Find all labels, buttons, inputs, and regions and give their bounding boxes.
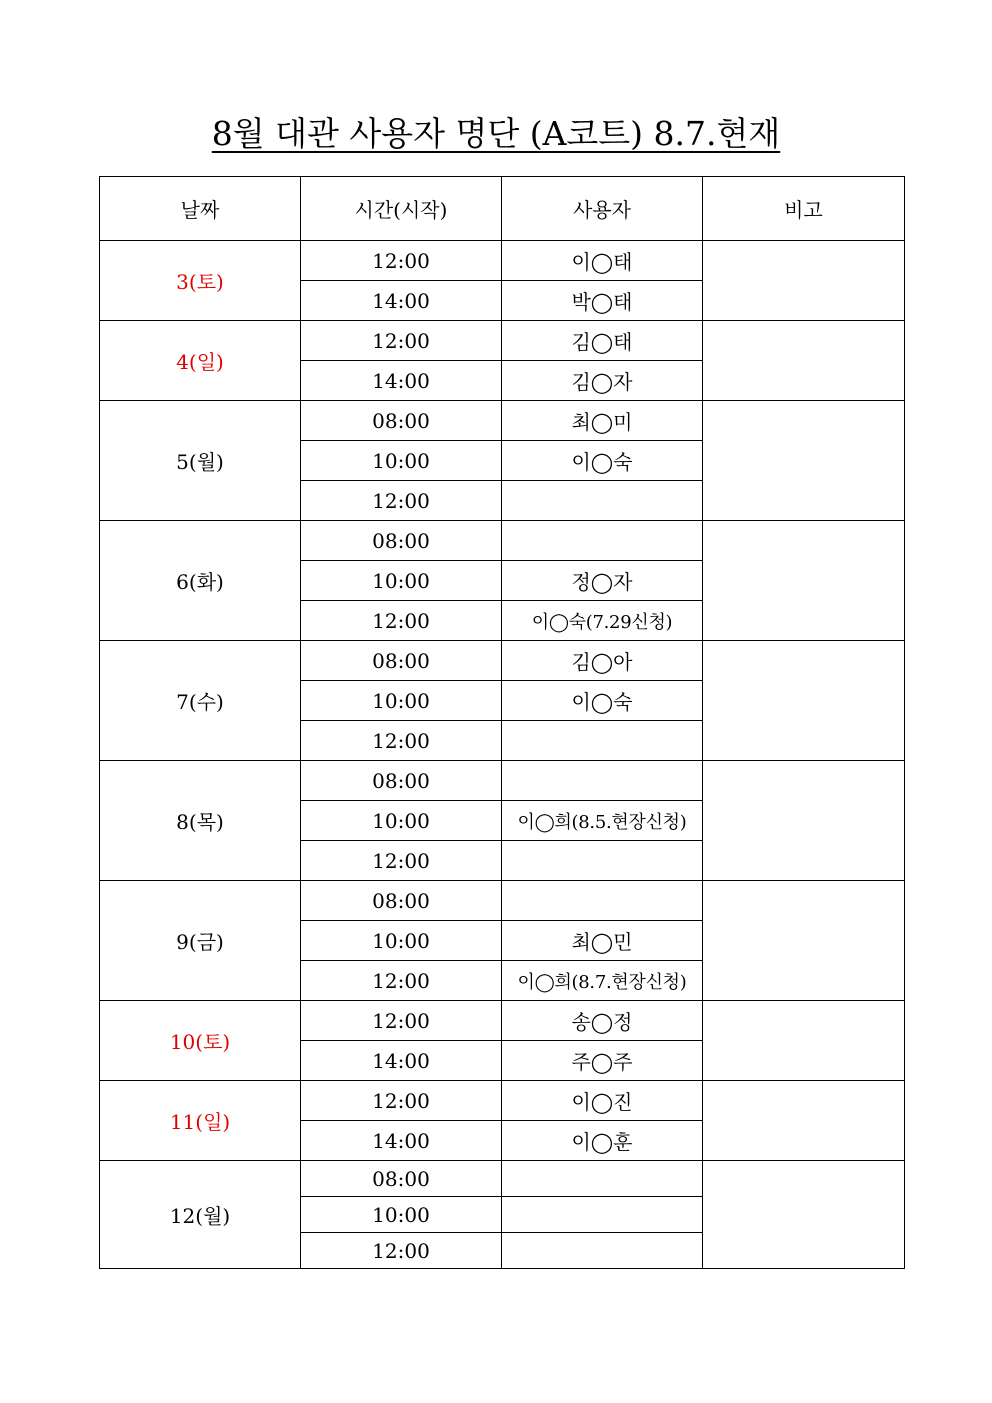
table-row — [100, 641, 905, 681]
user-cell — [502, 1197, 703, 1233]
header-time: 시간(시작) — [301, 177, 502, 241]
table-body — [100, 241, 905, 1269]
user-cell: 주◯주 — [502, 1041, 703, 1081]
time-cell: 14:00 — [301, 1041, 502, 1081]
note-cell — [703, 881, 905, 1001]
date-cell: 4(일) — [100, 321, 301, 401]
date-cell: 10(토) — [100, 1001, 301, 1081]
time-cell: 12:00 — [301, 481, 502, 521]
note-cell — [703, 1001, 905, 1081]
time-cell: 12:00 — [301, 841, 502, 881]
time-cell: 12:00 — [301, 1081, 502, 1121]
date-cell: 5(월) — [100, 401, 301, 521]
page-title — [0, 108, 992, 160]
note-cell — [703, 241, 905, 321]
date-cell: 3(토) — [100, 241, 301, 321]
note-cell — [703, 761, 905, 881]
time-cell: 08:00 — [301, 761, 502, 801]
table-row — [100, 881, 905, 921]
date-cell: 12(월) — [100, 1161, 301, 1269]
time-cell: 14:00 — [301, 361, 502, 401]
schedule-table — [99, 176, 905, 1269]
user-cell — [502, 481, 703, 521]
date-cell: 11(일) — [100, 1081, 301, 1161]
time-cell: 12:00 — [301, 601, 502, 641]
time-cell: 08:00 — [301, 881, 502, 921]
note-cell — [703, 1161, 905, 1269]
user-cell: 김◯자 — [502, 361, 703, 401]
user-cell — [502, 721, 703, 761]
time-cell: 14:00 — [301, 281, 502, 321]
note-cell — [703, 1081, 905, 1161]
user-cell: 최◯민 — [502, 921, 703, 961]
header-note: 비고 — [703, 177, 905, 241]
date-cell: 9(금) — [100, 881, 301, 1001]
time-cell: 10:00 — [301, 441, 502, 481]
user-cell: 이◯태 — [502, 241, 703, 281]
note-cell — [703, 401, 905, 521]
user-cell — [502, 1161, 703, 1197]
time-cell: 10:00 — [301, 681, 502, 721]
time-cell: 08:00 — [301, 641, 502, 681]
date-cell: 8(목) — [100, 761, 301, 881]
header-user: 사용자 — [502, 177, 703, 241]
time-cell: 12:00 — [301, 961, 502, 1001]
user-cell — [502, 881, 703, 921]
table-row — [100, 401, 905, 441]
time-cell: 08:00 — [301, 1161, 502, 1197]
table-row — [100, 1081, 905, 1121]
time-cell: 08:00 — [301, 401, 502, 441]
user-cell: 이◯숙 — [502, 681, 703, 721]
user-cell: 이◯희(8.7.현장신청) — [502, 961, 703, 1001]
user-cell: 이◯진 — [502, 1081, 703, 1121]
header-row — [100, 177, 905, 241]
user-cell: 김◯아 — [502, 641, 703, 681]
time-cell: 12:00 — [301, 721, 502, 761]
time-cell: 10:00 — [301, 921, 502, 961]
note-cell — [703, 521, 905, 641]
user-cell — [502, 521, 703, 561]
user-cell: 최◯미 — [502, 401, 703, 441]
table-row — [100, 1001, 905, 1041]
table-row — [100, 321, 905, 361]
time-cell: 14:00 — [301, 1121, 502, 1161]
page-title-text: 8월 대관 사용자 명단 (A코트) 8.7.현재 — [211, 114, 781, 153]
user-cell: 이◯숙 — [502, 441, 703, 481]
table-row — [100, 761, 905, 801]
time-cell: 12:00 — [301, 321, 502, 361]
note-cell — [703, 641, 905, 761]
user-cell: 이◯훈 — [502, 1121, 703, 1161]
table-row — [100, 1161, 905, 1197]
date-cell: 6(화) — [100, 521, 301, 641]
user-cell: 박◯태 — [502, 281, 703, 321]
note-cell — [703, 321, 905, 401]
table-row — [100, 241, 905, 281]
time-cell: 10:00 — [301, 561, 502, 601]
time-cell: 08:00 — [301, 521, 502, 561]
user-cell: 정◯자 — [502, 561, 703, 601]
time-cell: 12:00 — [301, 1233, 502, 1269]
user-cell: 이◯희(8.5.현장신청) — [502, 801, 703, 841]
user-cell — [502, 841, 703, 881]
time-cell: 10:00 — [301, 1197, 502, 1233]
header-date: 날짜 — [100, 177, 301, 241]
user-cell: 김◯태 — [502, 321, 703, 361]
time-cell: 12:00 — [301, 1001, 502, 1041]
time-cell: 10:00 — [301, 801, 502, 841]
date-cell: 7(수) — [100, 641, 301, 761]
user-cell — [502, 1233, 703, 1269]
user-cell: 송◯정 — [502, 1001, 703, 1041]
user-cell — [502, 761, 703, 801]
time-cell: 12:00 — [301, 241, 502, 281]
table-row — [100, 521, 905, 561]
user-cell: 이◯숙(7.29신청) — [502, 601, 703, 641]
table-header — [100, 177, 905, 241]
